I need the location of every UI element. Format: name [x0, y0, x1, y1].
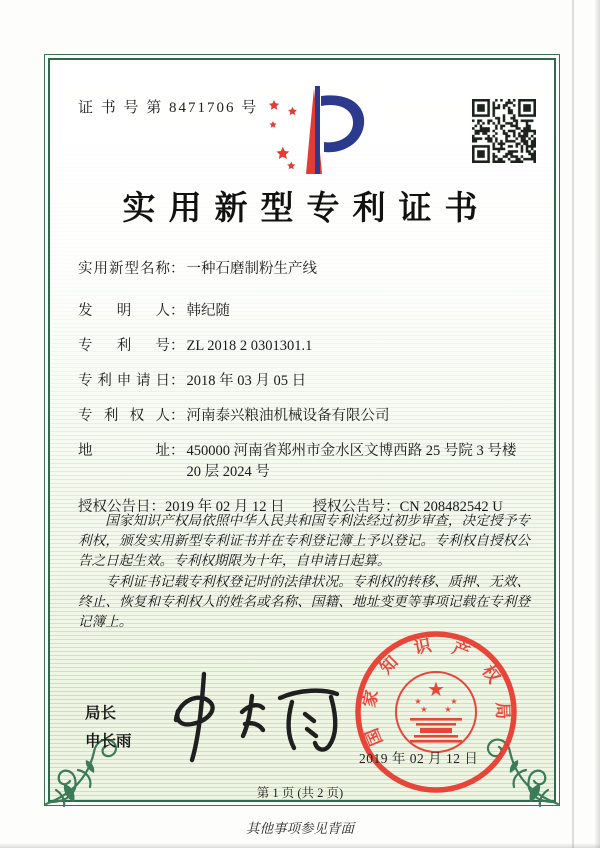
certificate-title: 实用新型专利证书: [122, 191, 491, 227]
field-patentee: [78, 406, 534, 427]
field-label: 专利申请日: [78, 373, 170, 389]
svg-text:★: ★: [450, 697, 458, 706]
cnipa-logo-icon: [254, 82, 376, 177]
field-patent-number: [78, 336, 534, 357]
svg-text:★: ★: [444, 705, 452, 714]
seal-date: 2019 年 02 月 12 日: [359, 751, 479, 766]
svg-text:★: ★: [427, 679, 445, 701]
shen-changyu-signature-icon: [148, 662, 348, 774]
svg-text:局: 局: [492, 702, 513, 720]
legal-paragraph: 专利证书记载专利权登记时的法律状况。专利权的转移、质押、无效、终止、恢复和专利权人的姓名或名称、国籍、地址变更等事项记载在专利登记簿上。: [78, 573, 530, 630]
field-value: 450000 河南省郑州市金水区文博西路 25 号院 3 号楼 20 层 2024 号: [186, 443, 517, 480]
svg-text:★: ★: [420, 705, 428, 714]
svg-text:知: 知: [376, 652, 402, 678]
field-label: 授权公告日: [78, 499, 151, 515]
field-colon: ：: [170, 338, 185, 354]
legal-text: [78, 511, 530, 632]
svg-text:产: 产: [449, 638, 473, 663]
field-value: CN 208482542 U: [399, 499, 503, 515]
scan-fold-line: [572, 0, 574, 848]
field-label: 地址: [78, 443, 170, 459]
field-value: 一种石磨制粉生产线: [186, 261, 317, 277]
signer-title: 局长: [85, 705, 117, 722]
field-colon: ：: [170, 303, 185, 319]
paper-edge: [594, 0, 600, 848]
page-number: 第 1 页 (共 2 页): [256, 786, 344, 800]
svg-text:国: 国: [362, 725, 387, 749]
legal-paragraph: 国家知识产权局依照中华人民共和国专利法经过初步审查，决定授予专利权，颁发实用新型专利证书并在专利登记簿上予以登记。专利权自授权公告之日起生效。专利权期限为十年，自申请日起算。: [78, 513, 530, 569]
field-value: 2018 年 03 月 05 日: [186, 373, 307, 389]
certificate-fields: [78, 259, 534, 532]
signer-block: [85, 700, 132, 756]
field-label: 实用新型名称: [78, 261, 170, 277]
field-value: 河南泰兴粮油机械设备有限公司: [186, 408, 390, 424]
field-colon: ：: [385, 499, 400, 515]
field-label: 发明人: [78, 303, 170, 319]
field-value: ZL 2018 2 0301301.1: [186, 338, 313, 354]
field-label: 专利号: [78, 338, 170, 354]
field-colon: ：: [170, 408, 185, 424]
svg-text:★: ★: [414, 697, 422, 706]
field-colon: ：: [170, 261, 185, 277]
field-value: 韩纪随: [186, 303, 230, 319]
footer-note: 其他事项参见背面: [246, 821, 354, 836]
national-emblem: [396, 672, 476, 752]
field-utility-model-name: [78, 259, 534, 280]
signer-name: 申长雨: [85, 733, 132, 750]
cnipa-round-seal-icon: [352, 628, 520, 796]
svg-text:权: 权: [478, 661, 504, 687]
field-value: 2019 年 02 月 12 日: [165, 499, 285, 515]
field-inventor: [78, 301, 534, 322]
svg-text:识: 识: [412, 635, 433, 658]
qr-code: [472, 99, 536, 163]
certificate-number: 证 书 号 第 8471706 号: [78, 100, 259, 116]
field-application-date: [78, 371, 534, 392]
field-label: 专利权人: [78, 408, 170, 424]
field-colon: ：: [170, 443, 185, 459]
field-colon: ：: [150, 499, 165, 515]
field-label: 授权公告号: [312, 499, 386, 515]
paper-edge: [0, 843, 600, 848]
field-address: [78, 441, 534, 483]
field-colon: ：: [170, 373, 185, 389]
svg-text:家: 家: [359, 688, 382, 709]
